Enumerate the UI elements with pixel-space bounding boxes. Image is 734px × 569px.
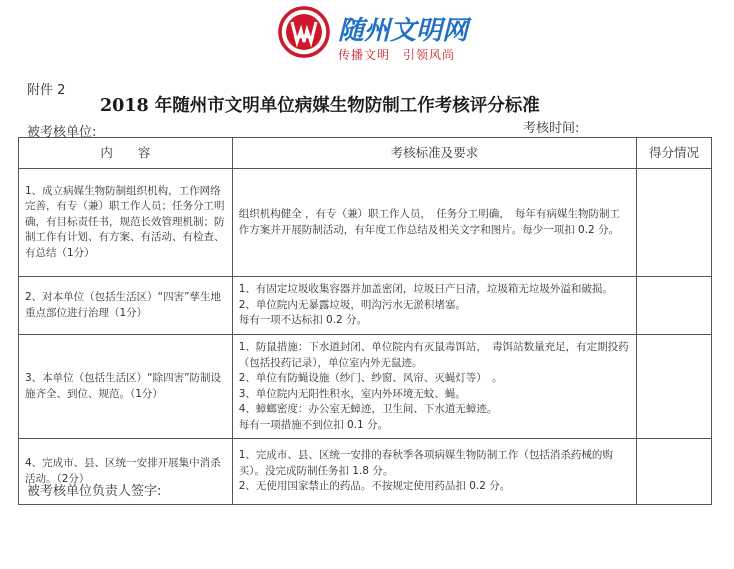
- header-score: 得分情况: [637, 138, 712, 169]
- logo-emblem-icon: [278, 6, 330, 58]
- row-score: [637, 335, 712, 439]
- criteria-line: 2、单位院内无暴露垃圾，明沟污水无淤积堵塞。: [238, 298, 466, 311]
- assessed-unit-label: 被考核单位:: [27, 125, 97, 140]
- scoring-table: [18, 137, 712, 505]
- table-header-row: [19, 138, 712, 169]
- document-title: 2018 年随州市文明单位病媒生物防制工作考核评分标准: [100, 96, 540, 116]
- logo-title: 随州文明网: [338, 16, 469, 46]
- criteria-line: 每有一项不达标扣 0.2 分。: [238, 314, 368, 327]
- criteria-line: 1、完成市、县、区统一安排的春秋季各项病媒生物防制工作（包括消杀药械的购买）。没完成防制任务扣 1.8 分。: [238, 449, 613, 477]
- signature-label: 被考核单位负责人签字:: [27, 484, 162, 499]
- row-content: 3、本单位（包括生活区）“除四害”防制设施齐全、到位、规范。（1分）: [19, 335, 233, 439]
- criteria-line: 1、有固定垃圾收集容器并加盖密闭，垃圾日产日清，垃圾箱无垃圾外溢和破损。: [238, 283, 613, 296]
- row-score: [637, 169, 712, 277]
- table-row: [19, 277, 712, 335]
- row-criteria: [232, 335, 636, 439]
- criteria-line: 2、单位有防蝇设施（纱门、纱窗、风帘、灭蝇灯等） 。: [238, 372, 503, 384]
- row-criteria: [232, 439, 636, 505]
- header-criteria: 考核标准及要求: [232, 138, 636, 169]
- criteria-line: 每有一项措施不到位扣 0.1 分。: [238, 418, 389, 431]
- row-criteria: [232, 169, 636, 277]
- criteria-line: 2、无使用国家禁止的药品。不按规定使用药品扣 0.2 分。: [238, 480, 511, 493]
- assessment-time-label: 考核时间:: [523, 121, 580, 136]
- table-row: [19, 335, 712, 439]
- annex-label: 附件 2: [27, 83, 66, 98]
- row-score: [637, 439, 712, 505]
- table-row: [19, 169, 712, 277]
- row-content: 4、完成市、县、区统一安排开展集中消杀活动。（2分）: [19, 439, 233, 505]
- row-content: 1、成立病媒生物防制组织机构，工作网络完善，有专（兼）职工作人员；任务分工明确，有目标责任书，规范长效管理机制；防制工作有计划、有方案、有活动、有检查、有总结（1分）: [19, 169, 233, 277]
- criteria-line: 3、单位院内无阳性积水，室内外环境无蚊、蝇。: [238, 387, 466, 400]
- criteria-line: 组织机构健全 ，有专（兼）职工作人员， 任务分工明确， 每年有病媒生物防制工作方案并开展防制活动，有年度工作总结及相关文字和图片。每少一项扣 0.2 分。: [238, 208, 621, 236]
- row-score: [637, 277, 712, 335]
- header-content: 内 容: [19, 138, 233, 169]
- row-content: 2、对本单位（包括生活区）“四害”孳生地重点部位进行治理（1分）: [19, 277, 233, 335]
- site-logo: [278, 6, 478, 64]
- logo-slogan: 传播文明 引领风尚: [338, 48, 456, 62]
- criteria-line: 1、防鼠措施：下水道封闭、单位院内有灭鼠毒饵站， 毒饵站数量充足，有定期投药（包括投药记录），单位室内外无鼠迹。: [238, 341, 629, 369]
- criteria-line: 4、蟑螂密度：办公室无蟑迹，卫生间、下水道无蟑迹。: [238, 403, 498, 415]
- row-criteria: [232, 277, 636, 335]
